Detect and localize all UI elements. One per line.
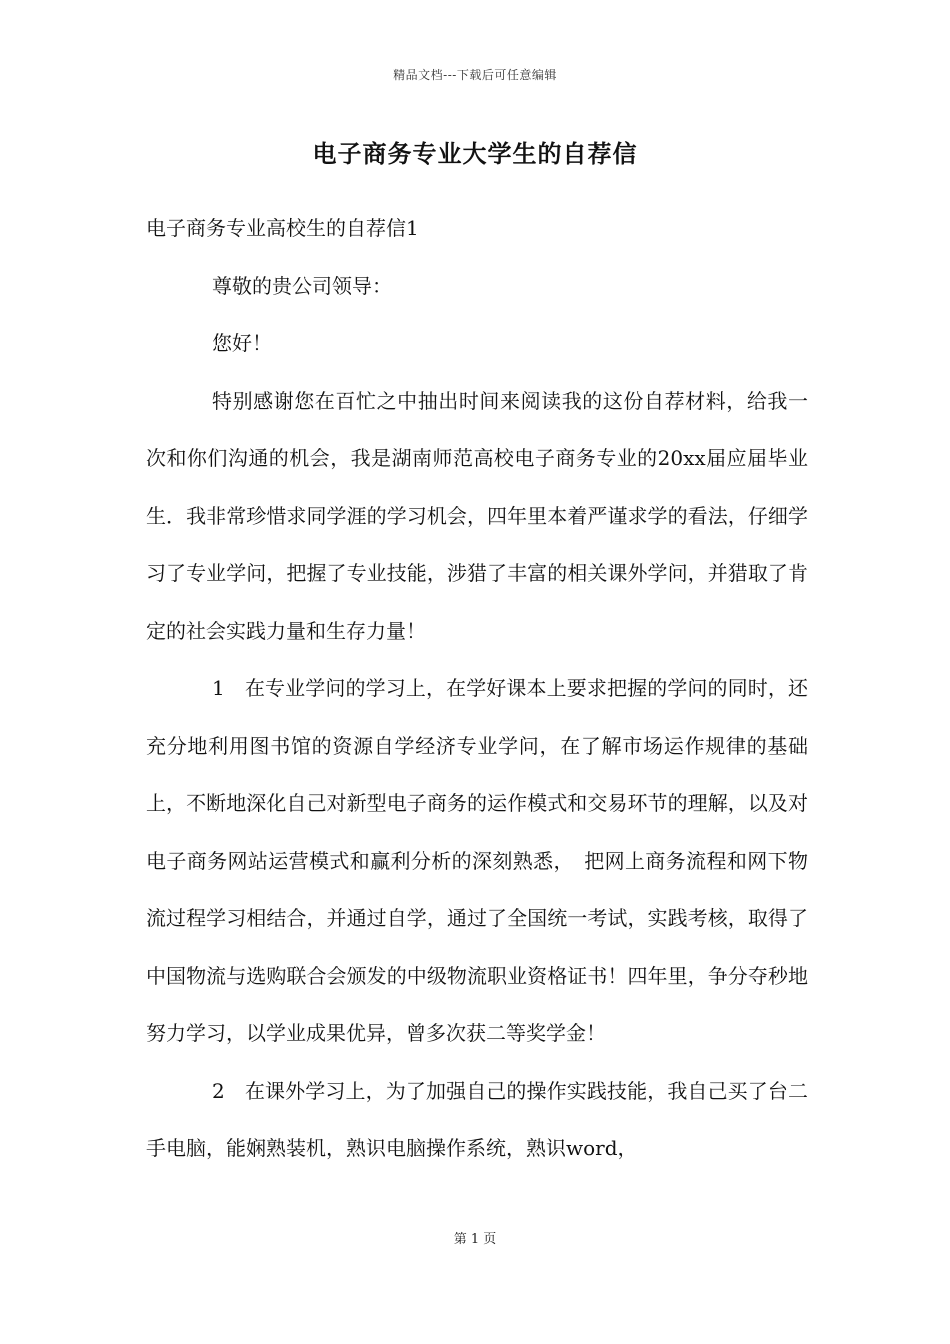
greeting: 您好！ [212, 331, 272, 355]
header-note: 精品文档---下载后可任意编辑 [393, 68, 557, 82]
salutation: 尊敬的贵公司领导： [212, 273, 392, 298]
document-body [146, 200, 808, 1178]
page-number: 第 1 页 [453, 1232, 497, 1247]
document-title: 电子商务专业大学生的自荐信 [312, 140, 638, 168]
body-paragraph: 1 在专业学问的学习上，在学好课本上要求把握的学问的同时，还充分地利用图书馆的资源自学经济专业学问，在了解市场运作规律的基础上，不断地深化自己对新型电子商务的运作模式和交易环节的理解，以及对电子商务网站运营模式和赢利分析的深刻熟悉， 把网上商务流程和网下物流过程学习相结合，并通过自学，通过了全国统一考试，实践考核，取得了中国物流与选购联合会颁发的中级物流职业资格证书！四年里，争分夺秒地努力学习，以学业成果优异，曾多次获二等奖学金！ [146, 676, 808, 1045]
document-subtitle: 电子商务专业高校生的自荐信1 [146, 216, 419, 240]
body-paragraph: 特别感谢您在百忙之中抽出时间来阅读我的这份自荐材料，给我一次和你们沟通的机会，我是湖南师范高校电子商务专业的20xx届应届毕业生．我非常珍惜求同学涯的学习机会，四年里本着严谨求学的看法，仔细学习了专业学问，把握了专业技能，涉猎了丰富的相关课外学问，并猎取了肯定的社会实践力量和生存力量！ [146, 388, 808, 643]
body-paragraph: 2 在课外学习上，为了加强自己的操作实践技能，我自己买了台二手电脑，能娴熟装机，熟识电脑操作系统，熟识word， [146, 1078, 808, 1160]
